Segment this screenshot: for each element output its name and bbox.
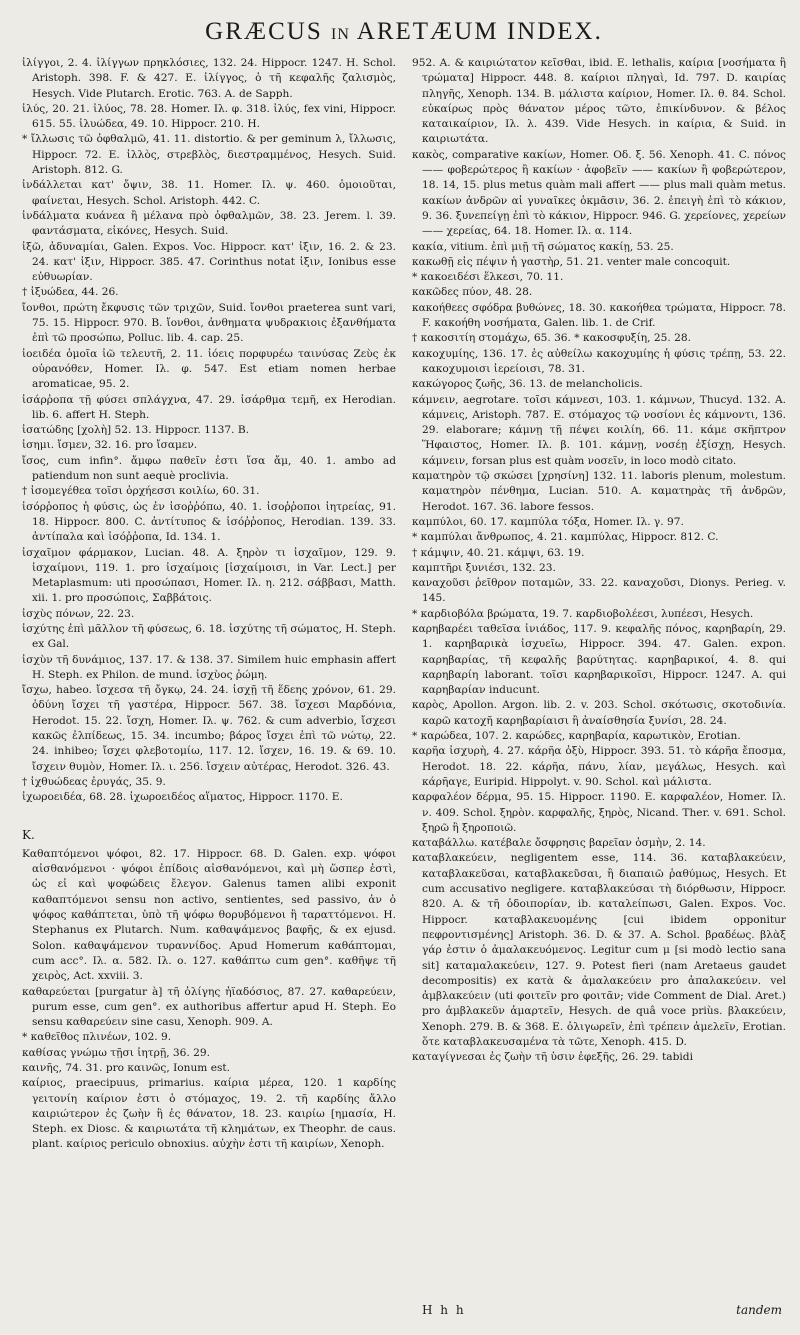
index-entry: ἰσχαῖμον φάρμακον, Lucian. 48. A. ξηρὸν τι ἰσχαῖμον, 129. 9. ἰσχαίμονι, 119. 1. pro ἰσχαίμοις [ἰσχαίμοισι, in Var. Lect.] per Metaplasmum: uti προσώπασι, Homer. Ιλ. η. 212. σάββασι, Matth. xii. 1. pro προσώποις, Σαββάτοις. xyxy=(22,546,396,605)
index-entry: ἰλίγγοι, 2. 4. ἰλίγγων πρηκλόσιες, 132. 24. Hippocr. 1247. H. Schol. Aristoph. 398. F. & 427. E. ἰλίγγος, ὁ τῆ κεφαλῆς ζαλισμὸς, Hesych. Vide Plutarch. Erotic. 763. A. de Sapph. xyxy=(22,57,396,100)
index-entry: ἰσχὺν τῆ δυνάμιος, 137. 17. & 138. 37. Similem huic emphasin affert H. Steph. ex Philon. de mund. ἰσχὺος ῥώμη. xyxy=(22,653,396,681)
index-entry: καίριος, praecipuus, primarius. καίρια μέρεα, 120. 1 καρδίης γειτονίη καίριον ἐστι ὁ στόμαχος, 19. 2. τῆ καρδίης ἄλλο καιριώτερον ἐς ζωὴν ἢ ἐς θάνατον, 18. 23. καιρίω [ημασία, H. Steph. ex Diosc. & καιριωτάτα τῆ κλημάτων, ex Theophr. de caus. plant. καίριος periculo obnoxius. αὐχὴν ἐστι τῆ καιρίων, Xenoph. xyxy=(22,1077,396,1151)
index-entry: * κακοειδέσι ἕλκεσι, 70. 11. xyxy=(412,271,564,284)
index-entry: καρφαλέον δέρμα, 95. 15. Hippocr. 1190. E. καρφαλέον, Homer. Ιλ. ν. 409. Schol. ξηρὸν. καρφαλῆς, ξηρὸς, Nicand. Ther. v. 691. Schol. ξηρῶ ἢ ξηροποιῶ. xyxy=(412,791,786,834)
index-entry: * καμπύλαι ἄνθρωπος, 4. 21. καμπύλας, Hippocr. 812. C. xyxy=(412,531,719,544)
index-entry: κάμνειν, aegrotare. τοῖσι κάμνεσι, 103. 1. κάμνων, Thucyd. 132. A. κάμνεις, Aristoph. 787. E. στόμαχος τῷ νοσίονι ἐς κάμνοντι, 136. 29. elaborare; κάμνῃ τῇ πέψει κοιλίη, 66. 11. κάμε σκῆπτρον Ἥφαιστος, Homer. Ιλ. β. 101. κάμνῃ, νοσέῃ ἐξίσχῃ, Hesych. κάμνειν, forsan plus est quàm νοσεῖν, in loco modò citato. xyxy=(412,393,786,467)
index-entry: ἴσχω, habeo. ἴσχεσα τῆ ὄγκῳ, 24. 24. ἰσχῇ τῆ ἕδεης χρόνον, 61. 29. ὀδύνη ἴσχει τῆ γαστέρα, Hippocr. 567. 38. ἴσχεσι Μαρδόνια, Herodot. 15. 22. ἴσχη, Homer. Ιλ. ψ. 762. & cum adverbio, ἴσχεσι κακῶς ἐλπίδεως, 15. 34. incumbo; βάρος ἴσχει ἐπὶ τῶ νώτῳ, 22. 24. inhibeo; ἴσχει φλεβοτομίω, 117. 12. ἴσχεν, 16. 19. & 69. 10. ἴσχειν θυμὸν, Homer. Ιλ. ι. 256. ἴσχειν αὐτέρας, Herodot. 326. 43. xyxy=(22,684,396,773)
index-entry: καινῆς, 74. 31. pro καινῶς, Ionum est. xyxy=(22,1062,231,1074)
index-entry: ἴσος, cum infin°. ἄμφω παθεῖν ἐστι ἴσα ἄμ, 40. 1. ambo ad patiendum non sunt aequè proclivia. xyxy=(22,454,396,483)
index-entry: κακωθῇ εἰς πέψιν ἡ γαστὴρ, 51. 21. venter male concoquit. xyxy=(412,255,731,268)
index-entry: καναχοῦσι ῥεῖθρον ποταμῶν, 33. 22. καναχοῦσι, Dionys. Perieg. v. 145. xyxy=(412,577,786,605)
index-entry: καρηβαρέει ταθεῖσα ἰνιάδος, 117. 9. κεφαλῆς πόνος, καρηβαρίη, 29. 1. καρηβαρικὰ ἰσχυεῖω, Hippocr. 394. 47. Galen. expon. καρηβαρίας, τῆ κεφαλῆς βαρύτητας. καρηβαρικοί, 4. 8. qui καρηβαρίη laborant. τοῖσι καρηβαρικοῖσι, Hippocr. 1247. A. qui καρηβαρίαν inducunt. xyxy=(412,622,786,697)
index-entry: ἰνδάλλεται κατ' ὄψιν, 38. 11. Homer. Ιλ. ψ. 460. ὁμοιοῦται, φαίνεται, Hesych. Schol. Aristoph. 442. C. xyxy=(22,179,396,207)
index-entry: καμπύλοι, 60. 17. καμπύλα τόξα, Homer. Ιλ. γ. 97. xyxy=(412,515,684,528)
index-entry: καταγίγνεσαι ἐς ζωὴν τῆ ὑσιν ἐφεξῆς, 26. 29. tabidi xyxy=(412,1051,693,1064)
index-entry: ἰσάρῥοπα τῇ φύσει σπλάγχνα, 47. 29. ἰσάρθμα τεμῆ, ex Herodian. lib. 6. affert H. Steph. xyxy=(22,393,396,421)
index-entry: ἴονθοι, πρώτη ἔκφυσις τῶν τριχῶν, Suid. ἴονθοι praeterea sunt vari, 75. 15. Hippocr. 970. B. ἴονθοι, ἀνθηματα ψυδρακιοις ἐξανθήματα ἐπὶ τῶ προσώπω, Polluc. lib. 4. cap. 25. xyxy=(22,301,396,345)
index-entry: καθίσας γνώμω τῇσι ἰητρῇ, 36. 29. xyxy=(22,1046,210,1059)
index-entry: καταβλακεύειν, negligentem esse, 114. 36. καταβλακεύειν, καταβλακεῦσαι, καταβλακεῦσαι, ἢ διαπαιῶ ῥαθύμως, Hesych. Et cum accusativo negligere. καταβλακεύσαι τὴ διόρθωσιν, Hippocr. 820. A. & τῆ ὀδοιπορίαν, ib. καταλείπωσι, Galen. Expos. Voc. Hippocr. καταβλακευομένης [cui ibidem opponitur πεφροντισμένης] Aristoph. 36. D. & 37. A. Schol. βραδέως. βλὰξ γάρ ἐστιν ὁ ἀμαλακευόμενος. Legitur cum μ [si modò lectio sana sit] καταμαλακεύειν, 127. 9. Potest fieri (nam Aretaeus gaudet decompositis) ex κατὰ & ἀμαλακεύειν pro ἀπαλακεύειν. vel ἀμβλακεύειν (uti φοιτεῖν pro φοιτᾶν; vide Comment de Dial. Aret.) pro ἀμβλακεῦν ἀμαρτεῖν, Hesych. de quâ voce priùs. βλακεύειν, Xenoph. 279. B. & 368. E. ὀλιγωρεῖν, ἐπὶ τρέπειν ἀμελεῖν, Erotian. ὅτε καταβλακευσαμένα τὰ τῶτε, Xenoph. 415. D. xyxy=(412,852,786,1048)
index-entry: ἰσόρῥοπος ἡ φύσις, ὡς ἐν ἰσοῤῥόπω, 40. 1. ἰσοῤῥοποι ἰητρείας, 91. 18. Hippocr. 800. C. ἀντίτυπος & ἰσόῤῥοπος, Herodian. 139. 33. ἀντίπαλα καὶ ἰσόῤῥοπα, Id. 134. 1. xyxy=(22,500,396,544)
index-entry: * ἴλλωσις τῶ ὀφθαλμῶ, 41. 11. distortio. & per geminum λ, ἴλλωσις, Hippocr. 72. E. ἰλλὸς, στρεβλὸς, διεστραμμένος, Hesych. Suid. Aristoph. 812. G. xyxy=(22,133,396,177)
index-entry: καθαρεύεται [purgatur à] τῆ ὀλίγης ἠϊαδόσιος, 87. 27. καθαρεύειν, purum esse, cum gen°. ex authoribus affertur apud H. Steph. Eo sensu καθαρεύειν sine casu, Xenoph. 909. A. xyxy=(22,985,396,1029)
section-letter: K. xyxy=(22,827,35,842)
index-entry: ἰσχὺς πόνων, 22. 23. xyxy=(22,607,135,620)
index-entry: ἰλύς, 20. 21. ἰλύος, 78. 28. Homer. Ιλ. φ. 318. ἰλύς, fex vini, Hippocr. 615. 55. ἰλυώδεα, 49. 10. Hippocr. 210. H. xyxy=(22,102,396,131)
index-entry: κακώγορος ζωῆς, 36. 13. de melancholicis. xyxy=(412,378,643,391)
index-entry: * καρδιοβόλα βρώματα, 19. 7. καρδιοβολέεσι, λυπέεσι, Hesych. xyxy=(412,607,754,620)
index-entry: κακοήθεες σφόδρα βυθώνες, 18. 30. κακοήθεα τρώματα, Hippocr. 78. F. κακοήθη νοσήματα, Galen. lib. 1. de Crif. xyxy=(412,301,786,330)
index-entry: † ἰσομεγέθεα τοῖσι ὀρχήεσσι κοιλίω, 60. 31. xyxy=(22,485,260,498)
index-entry: καμπτῆρι ξυνιέσι, 132. 23. xyxy=(412,561,556,574)
index-entry: κακία, vitium. ἐπὶ μιῇ τῆ σώματος κακίῃ, 53. 25. xyxy=(412,240,674,253)
left-column xyxy=(22,56,396,1321)
index-entry: καματηρὸν τῷ σκώσει [χρησίνη] 132. 11. laboris plenum, molestum. καματηρὸν πένθημα, Lucian. 510. A. καματηρὰς τῆ ἀνδρῶν, Herodot. 167. 36. labore fessos. xyxy=(412,470,786,513)
page-title xyxy=(22,0,786,56)
index-entry: ἰοειδέα ὁμοῖα ἰῶ τελευτῆ, 2. 11. ἰόεις πορφυρέω ταινύσας Ζεὺς ἐκ οὐρανόθεν, Homer. Ιλ. φ. 547. Est etiam nomen herbae aromaticae, 95. 2. xyxy=(22,347,396,391)
index-entry: κακὸς, comparative κακίων, Homer. Οδ. ξ. 56. Xenoph. 41. C. πόνος —— φοβερώτερος ἢ κακίων · ἀφοβεῖν —— κακίων ἢ φοβερώτερον, 18. 14, 15. plus metus quàm mali affert —— plus mali quàm metus. κακίων ἀνδρῶν αἱ γυναῖκες ὁκμᾶσιν, 36. 2. ἐπειγὴ ἐπὶ τὸ κάκιον, 9. 36. ξυνεπείγῃ ἐπὶ τὸ κάκιον, Hippocr. 946. G. χερείονες, χερείων —— χερείας, 64. 18. Homer. Ιλ. α. 114. xyxy=(412,148,786,238)
index-entry: κακῶδες πύον, 48. 28. xyxy=(412,286,533,299)
title-part-2: IN xyxy=(331,26,350,43)
index-entry: * καρώδεα, 107. 2. καρώδες, καρηβαρία, καρωτικὸν, Erotian. xyxy=(412,730,741,743)
index-entry: ἰχωροειδέα, 68. 28. ἰχωροειδέος αἵματος, Hippocr. 1170. E. xyxy=(22,791,343,804)
index-entry: καταβάλλω. κατέβαλε ὄσφρησις βαρεῖαν ὀσμὴν, 2. 14. xyxy=(412,837,706,850)
index-entry: κακοχυμίης, 136. 17. ἐς αὐθείλω κακοχυμίης ἡ φύσις τρέπῃ, 53. 22. κακοχυμοισι ἰερείοισι, 78. 31. xyxy=(412,347,786,375)
title-part-3: ARETÆUM INDEX. xyxy=(356,18,603,45)
index-entry: ἰσατώδης [χολὴ] 52. 13. Hippocr. 1137. B. xyxy=(22,424,249,437)
index-entry: καρὸς, Apollon. Argon. lib. 2. v. 203. Schol. σκότωσις, σκοτοδινία. καρῶ κατοχῆ καρηβαρίαισι ἢ ἀναίσθησία ξυνίσι, 28. 24. xyxy=(412,699,786,727)
index-entry: † ἰχθυώδεας ἐρυγάς, 35. 9. xyxy=(22,775,166,788)
index-entry: † κάμψιν, 40. 21. κάμψι, 63. 19. xyxy=(412,546,585,559)
index-entry: ἰξῶ, ἀδυναμίαι, Galen. Expos. Voc. Hippocr. κατ' ἰξιν, 16. 2. & 23. 24. κατ' ἰξιν, Hippocr. 385. 47. Corinthus notat ἰξιν, Ionibus esse εὐθυωρίαν. xyxy=(22,240,396,284)
index-entry: * καθεῖθος πλινέων, 102. 9. xyxy=(22,1031,172,1044)
title-part-1: GRÆCUS xyxy=(205,18,323,45)
index-entry: † κακοσιτίη στομάχω, 65. 36. * κακοσφυξίη, 25. 28. xyxy=(412,332,691,345)
right-column xyxy=(412,56,786,1321)
index-entry: ἰσχύτης ἐπὶ μᾶλλον τῆ φύσεως, 6. 18. ἰσχύτης τῆ σώματος, H. Steph. ex Gal. xyxy=(22,622,396,651)
catchword: tandem xyxy=(736,1303,782,1317)
page-footer xyxy=(22,1303,786,1321)
index-entry: ἰνδάλματα κυάνεα ἢ μέλανα πρὸ ὀφθαλμῶν, 38. 23. Jerem. l. 39. φαντάσματα, εἰκόνες, Hesych. Suid. xyxy=(22,209,396,238)
index-entry: ἰσημι. ἴσμεν, 32. 16. pro ἴσαμεν. xyxy=(22,439,198,452)
index-entry: καρῆα ἰσχυρὴ, 4. 27. κάρῆα ὀξὺ, Hippocr. 393. 51. τὸ κάρῆα ἔποσμα, Herodot. 18. 22. κάρῆα, πάνυ, λίαν, μεγάλως, Hesych. καὶ κάρῆαγε, Euripid. Hippolyt. v. 90. Schol. καὶ μάλιστα. xyxy=(412,745,786,788)
signature-mark: H h h xyxy=(422,1303,466,1317)
index-entry: † ἰξυώδεα, 44. 26. xyxy=(22,286,119,299)
index-entry: Καθαπτόμενοι ψόφοι, 82. 17. Hippocr. 68. D. Galen. exp. ψόφοι αἰσθανόμενοι · ψόφοι ἐπίδοις αἰσθανόμενοι, καὶ μὴ ὥσπερ ἐστὶ, ὡς εἰ καὶ ψοφώδεις ἔλεγον. Galenus tamen alibi exponit καθαπτόμενοι sensu non activo, sentientes, sed passivo, ἀν ὁ ψόφος καθάπτεται, ὑπὸ τῆ ψόφω θορυβόμενοι ἢ ταραττόμενοι. H. Stephanus ex Plutarch. Num. καθαψάμενος βαφῆς, & ex ejusd. Solon. καθαψάμενον τυραννίδος. Apud Homerum καθάπτομαι, cum acc°. Ιλ. α. 582. Ιλ. ο. 127. καθάπτω cum gen°. καθῆψε τῆ χειρὸς, Act. xxviii. 3. xyxy=(22,847,396,983)
text-columns xyxy=(22,56,786,1321)
index-entry: 952. A. & καιριώτατον κεῖσθαι, ibid. E. lethalis, καίρια [νοσήματα ἢ τρώματα] Hippocr. 448. 8. καίριοι πληγαὶ, Id. 797. D. καιρίας πληγῆς, Xenoph. 134. B. μάλιστα καίριον, Homer. Ιλ. θ. 84. Schol. εὐκαίρως πρὸς θάνατον μέρος τῶτο, ἐπικίνδυνον. & βέλος καταικαίριον, Ιλ. λ. 439. Vide Hesych. in καίρια, & Suid. in καιριωτάτα. xyxy=(412,57,786,146)
